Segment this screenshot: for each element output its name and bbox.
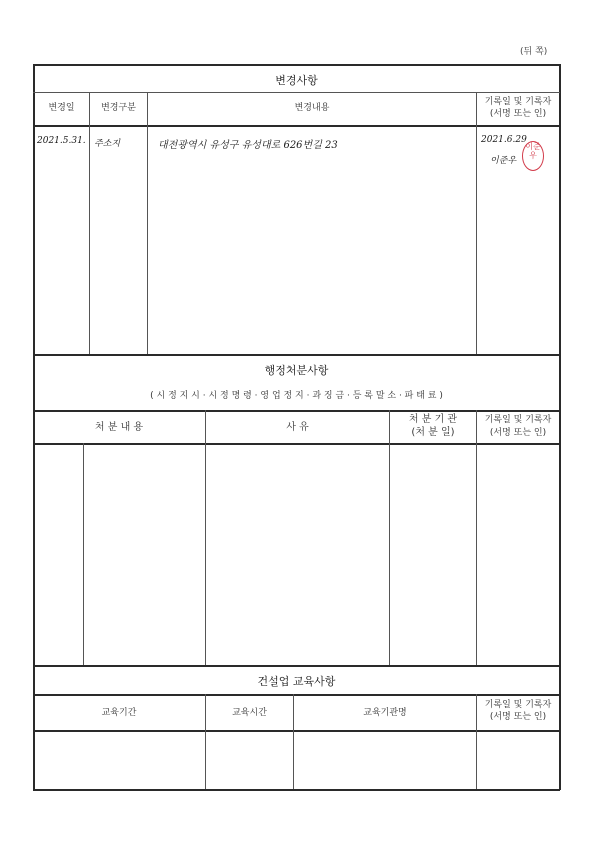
admin-header-recorder-2: (서명 또는 인) — [489, 428, 547, 438]
recorder-seal: 이준우 — [522, 141, 544, 171]
frame-bottom — [33, 789, 560, 791]
changes-header-category: 변경구분 — [101, 103, 136, 113]
section-2-bottom — [33, 665, 560, 667]
changes-section-title: 변경사항 — [275, 74, 318, 87]
page-side-label: (뒤 쪽) — [520, 47, 548, 57]
education-col-1 — [205, 694, 206, 789]
changes-col-1 — [89, 92, 90, 354]
admin-header-agency-1: 처 분 기 관 — [408, 414, 458, 425]
admin-header-recorder-1: 기록일 및 기록자 — [484, 415, 552, 425]
education-section-title: 건설업 교육사항 — [257, 675, 336, 688]
admin-header-bottom — [33, 443, 560, 445]
change-entry-content: 대전광역시 유성구 유성대로 626번길 23 — [158, 140, 338, 151]
admin-section-title: 행정처분사항 — [264, 364, 329, 377]
admin-header-reason: 사 유 — [286, 422, 309, 433]
changes-header-recorder-2: (서명 또는 인) — [489, 109, 547, 119]
change-entry-category: 주소지 — [94, 139, 121, 149]
section-1-bottom — [33, 354, 560, 356]
education-title-divider — [33, 694, 560, 696]
education-col-2 — [293, 694, 294, 789]
admin-col-3 — [389, 410, 390, 665]
changes-header-divider — [33, 125, 560, 127]
education-header-recorder-2: (서명 또는 인) — [489, 712, 547, 722]
admin-header-top — [33, 410, 560, 412]
education-col-3 — [476, 694, 477, 789]
admin-header-agency-2: (처 분 일) — [411, 427, 455, 438]
changes-header-date: 변경일 — [48, 103, 75, 113]
admin-col-4 — [476, 410, 477, 665]
admin-header-content: 처 분 내 용 — [94, 422, 144, 433]
admin-col-1 — [83, 443, 84, 665]
changes-title-divider — [33, 92, 560, 93]
admin-col-2 — [205, 410, 206, 665]
change-entry-recorder: 이준우 — [490, 156, 517, 166]
admin-subtitle: ( 시 정 지 시 · 시 정 명 령 · 영 업 정 지 · 과 징 금 · 등 록 말 소 · 파 태 료 ) — [150, 391, 443, 401]
changes-header-content: 변경내용 — [294, 103, 330, 113]
change-entry-record-date: 2021.6.29 — [481, 135, 527, 145]
education-header-bottom — [33, 730, 560, 732]
changes-col-3 — [476, 92, 477, 354]
education-header-institution: 교육기관명 — [363, 708, 407, 718]
change-entry-date: 2021.5.31. — [37, 136, 86, 146]
education-header-period: 교육기간 — [101, 708, 137, 718]
education-header-hours: 교육시간 — [232, 708, 267, 718]
changes-header-recorder-1: 기록일 및 기록자 — [484, 97, 552, 107]
education-header-recorder-1: 기록일 및 기록자 — [484, 700, 552, 710]
changes-col-2 — [147, 92, 148, 354]
frame-top — [33, 64, 560, 66]
